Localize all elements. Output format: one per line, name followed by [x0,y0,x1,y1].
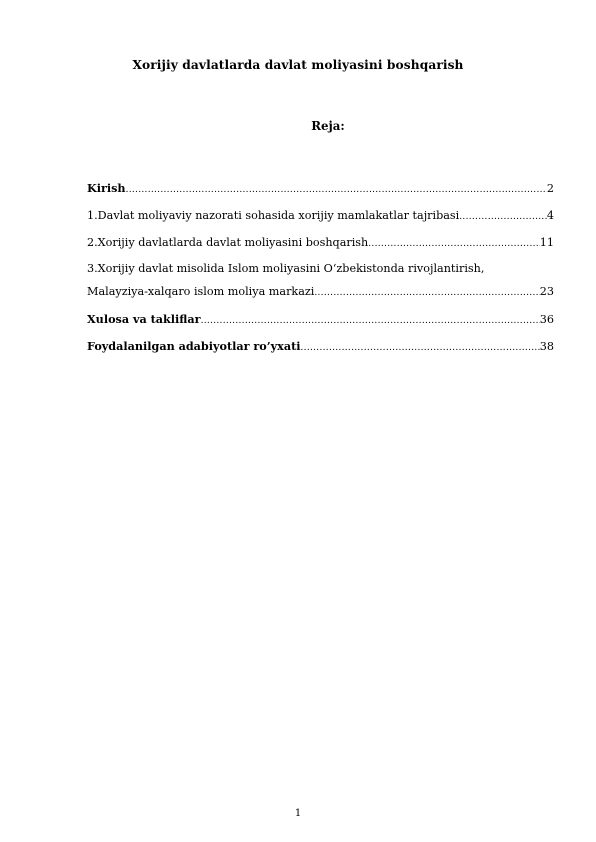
toc-item-chapter-1[interactable] [87,208,554,223]
toc-item-label: Xulosa va takliflar [87,312,201,326]
toc-item-page: 4 [546,209,554,222]
toc-item-label: Kirish [87,181,126,195]
toc-item-page: 23 [539,285,554,298]
dot-leader [368,237,540,252]
toc-item-page: 11 [539,236,554,249]
toc-item-label: 1.Davlat moliyaviy nazorati sohasida xorijiy mamlakatlar tajribasi [87,209,460,222]
toc-item-page: 36 [539,313,554,326]
dot-leader [126,183,547,198]
toc-item-chapter-3[interactable] [87,284,554,299]
dot-leader [459,210,547,225]
dot-leader [201,314,540,329]
plan-heading: Reja: [311,119,345,133]
toc-item-label: Malayziya-xalqaro islom moliya markazi [87,285,315,298]
toc-item-label: 2.Xorijiy davlatlarda davlat moliyasini boshqarish [87,236,369,249]
page-number: 1 [294,808,302,819]
toc-item-page: 38 [539,340,554,353]
toc-item-introduction[interactable] [87,181,554,196]
dot-leader [314,286,539,301]
toc-item-page: 2 [546,182,554,195]
toc-item-references[interactable] [87,339,554,354]
table-of-contents [87,181,554,354]
toc-item-chapter-3-line-1[interactable]: 3.Xorijiy davlat misolida Islom moliyasini O‘zbekistonda rivojlantirish, [87,262,485,275]
toc-item-chapter-2[interactable] [87,235,554,250]
toc-item-label: Foydalanilgan adabiyotlar ro’yxati [87,339,301,353]
dot-leader [301,341,540,356]
document-title: Xorijiy davlatlarda davlat moliyasini boshqarish [132,58,464,72]
toc-item-conclusion[interactable] [87,312,554,327]
